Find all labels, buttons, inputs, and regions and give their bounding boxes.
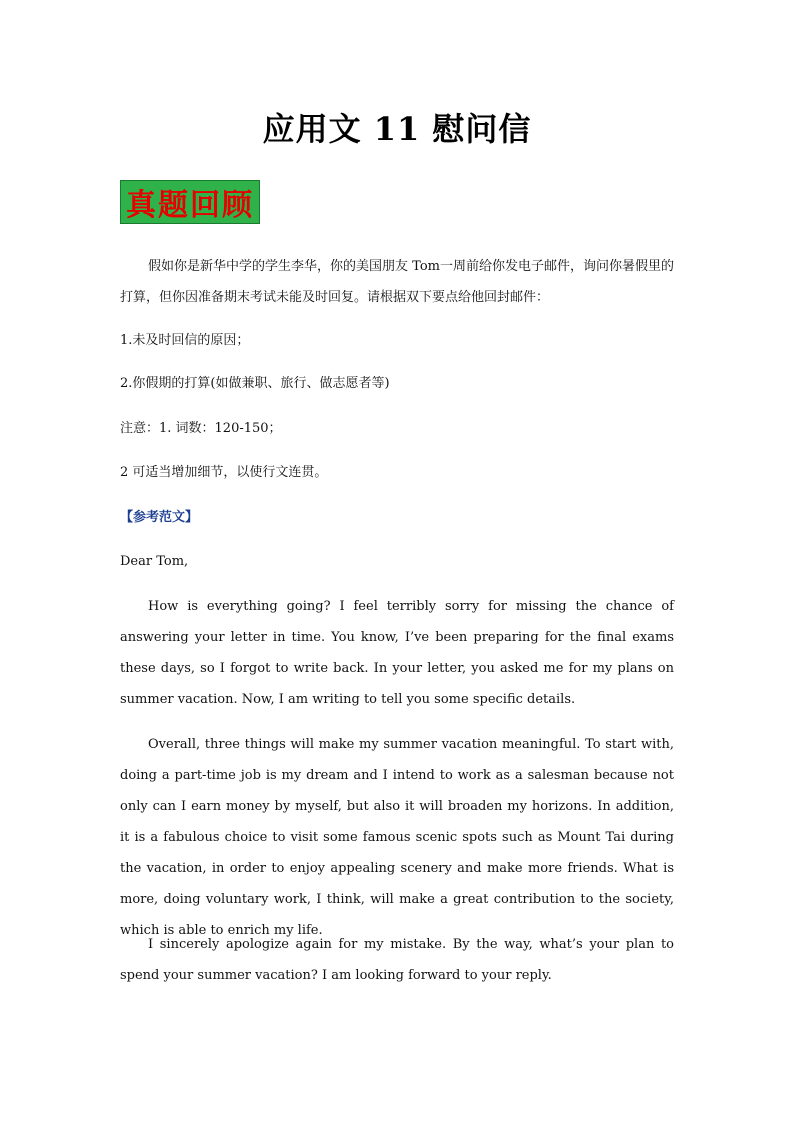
prompt-point-1: 1.未及时回信的原因； bbox=[120, 333, 250, 348]
letter-paragraph-2: Overall, three things will make my summer vacation meaningful. To start with, doing a part-time job is my dream and I intend to work as a salesman because not only can I earn money by myself, but also it will broaden my horizons. In addition, it is a fabulous choice to visit some famous scenic spots such as Mount Tai during the vacation, in order to enjoy appealing scenery and make more friends. What is more, doing voluntary work, I think, will make a great contribution to the society, which is able to enrich my life. bbox=[120, 737, 674, 938]
letter-salutation: Dear Tom, bbox=[120, 554, 189, 569]
letter-paragraph-1: How is everything going? I feel terribly sorry for missing the chance of answering your letter in time. You know, I’ve been preparing for the final exams these days, so I forgot to write back. In your letter, you asked me for my plans on summer vacation. Now, I am writing to tell you some specific details. bbox=[120, 599, 674, 707]
prompt-note-2: 2 可适当增加细节，以使行文连贯。 bbox=[120, 465, 328, 480]
section-badge: 真题回顾 bbox=[120, 180, 260, 224]
sample-label: 【参考范文】 bbox=[120, 510, 199, 525]
prompt-intro: 假如你是新华中学的学生李华，你的美国朋友 Tom一周前给你发电子邮件，询问你暑假里的打算，但你因准备期末考试未能及时回复。请根据双下要点给他回封邮件： bbox=[120, 259, 674, 305]
prompt-note-1: 注意：1. 词数：120-150； bbox=[120, 421, 282, 436]
page-title: 应用文 11 慰问信 bbox=[262, 110, 532, 148]
letter-paragraph-3: I sincerely apologize again for my mistake. By the way, what’s your plan to spend your summer vacation? I am looking forward to your reply. bbox=[120, 937, 674, 983]
prompt-point-2: 2.你假期的打算(如做兼职、旅行、做志愿者等) bbox=[120, 376, 390, 391]
